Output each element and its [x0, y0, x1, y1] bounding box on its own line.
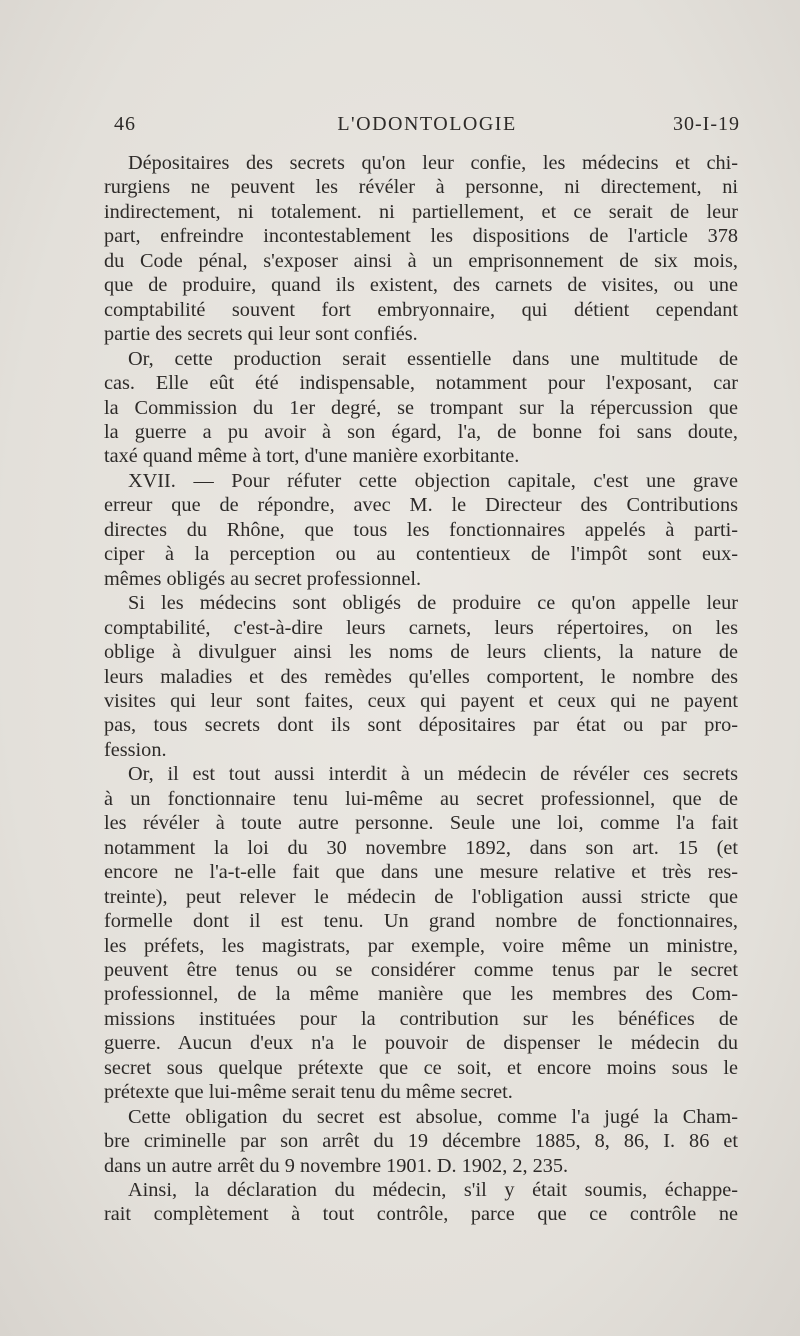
text-line: Si les médecins sont obligés de produire ce qu'on appelle leur	[128, 592, 738, 615]
text-line: indirectement, ni totalement. ni partiellement, et ce serait de leur	[104, 200, 738, 223]
text-line: Ainsi, la déclaration du médecin, s'il y était soumis, échappe-	[128, 1179, 738, 1202]
running-header	[114, 113, 740, 143]
paragraph	[104, 1105, 738, 1178]
text-line: pas, tous secrets dont ils sont dépositaires par état ou par pro-	[104, 714, 738, 737]
text-line: prétexte que lui-même serait tenu du même secret.	[104, 1081, 513, 1104]
text-line: notamment la loi du 30 novembre 1892, dans son art. 15 (et	[104, 836, 738, 859]
text-line: la Commission du 1er degré, se trompant sur la répercussion que	[104, 396, 738, 419]
text-line: formelle dont il est tenu. Un grand nombre de fonctionnaires,	[104, 910, 738, 933]
page-number: 46	[114, 113, 136, 135]
text-line: guerre. Aucun d'eux n'a le pouvoir de dispenser le médecin du	[104, 1032, 738, 1055]
text-line: treinte), peut relever le médecin de l'obligation aussi stricte que	[104, 885, 738, 908]
text-line: oblige à divulguer ainsi les noms de leurs clients, la nature de	[104, 641, 738, 664]
text-line: encore ne l'a-t-elle fait que dans une mesure relative et très res-	[104, 861, 738, 884]
paragraph	[104, 469, 738, 591]
paragraph	[104, 151, 738, 347]
text-line: la guerre a pu avoir à son égard, l'a, de bonne foi sans doute,	[104, 420, 738, 443]
text-line: rait complètement à tout contrôle, parce que ce contrôle ne	[104, 1203, 738, 1226]
text-line: missions instituées pour la contribution sur les bénéfices de	[104, 1007, 738, 1030]
text-line: professionnel, de la même manière que les membres des Com-	[104, 983, 738, 1006]
text-line: mêmes obligés au secret professionnel.	[104, 567, 422, 590]
text-line: bre criminelle par son arrêt du 19 décembre 1885, 8, 86, I. 86 et	[104, 1130, 738, 1153]
text-line: du Code pénal, s'exposer ainsi à un emprisonnement de six mois,	[104, 249, 738, 272]
text-line: comptabilité souvent fort embryonnaire, qui détient cependant	[104, 298, 738, 321]
journal-title: L'ODONTOLOGIE	[337, 113, 517, 135]
text-line: peuvent être tenus ou se considérer comme tenus par le secret	[104, 958, 738, 981]
text-line: secret sous quelque prétexte que ce soit, et encore moins sous le	[104, 1056, 738, 1079]
paragraph	[104, 762, 738, 1104]
text-line: leurs maladies et des remèdes qu'elles comportent, le nombre des	[104, 665, 738, 688]
paragraph	[104, 591, 738, 762]
text-line: Or, il est tout aussi interdit à un médecin de révéler ces secrets	[128, 763, 738, 786]
text-line: partie des secrets qui leur sont confiés.	[104, 323, 418, 346]
text-line: comptabilité, c'est-à-dire leurs carnets, leurs répertoires, on les	[104, 616, 738, 639]
text-line: fession.	[104, 738, 167, 761]
text-line: taxé quand même à tort, d'une manière exorbitante.	[104, 445, 520, 468]
issue-date: 30-I-19	[673, 113, 740, 135]
text-line: à un fonctionnaire tenu lui-même au secret professionnel, que de	[104, 787, 738, 810]
text-line: part, enfreindre incontestablement les dispositions de l'article 378	[104, 225, 738, 248]
text-line: dans un autre arrêt du 9 novembre 1901. D. 1902, 2, 235.	[104, 1154, 569, 1177]
text-line: rurgiens ne peuvent les révéler à personne, ni directement, ni	[104, 176, 738, 199]
body-text	[104, 151, 738, 1227]
text-line: XVII. — Pour réfuter cette objection capitale, c'est une grave	[128, 469, 738, 492]
text-line: cas. Elle eût été indispensable, notamment pour l'exposant, car	[104, 372, 738, 395]
paragraph	[104, 1178, 738, 1227]
text-line: Cette obligation du secret est absolue, comme l'a jugé la Cham-	[128, 1105, 738, 1128]
text-line: ciper à la perception ou au contentieux de l'impôt sont eux-	[104, 543, 738, 566]
text-line: que de produire, quand ils existent, des carnets de visites, ou une	[104, 274, 738, 297]
text-line: Dépositaires des secrets qu'on leur confie, les médecins et chi-	[128, 152, 738, 174]
text-line: les révéler à toute autre personne. Seule une loi, comme l'a fait	[104, 812, 738, 835]
text-line: visites qui leur sont faites, ceux qui payent et ceux qui ne payent	[104, 689, 738, 712]
text-line: erreur que de répondre, avec M. le Directeur des Contributions	[104, 494, 738, 517]
text-line: directes du Rhône, que tous les fonctionnaires appelés à parti-	[104, 518, 738, 541]
text-line: les préfets, les magistrats, par exemple, voire même un ministre,	[104, 934, 738, 957]
text-line: Or, cette production serait essentielle dans une multitude de	[128, 347, 738, 370]
paragraph	[104, 347, 738, 469]
